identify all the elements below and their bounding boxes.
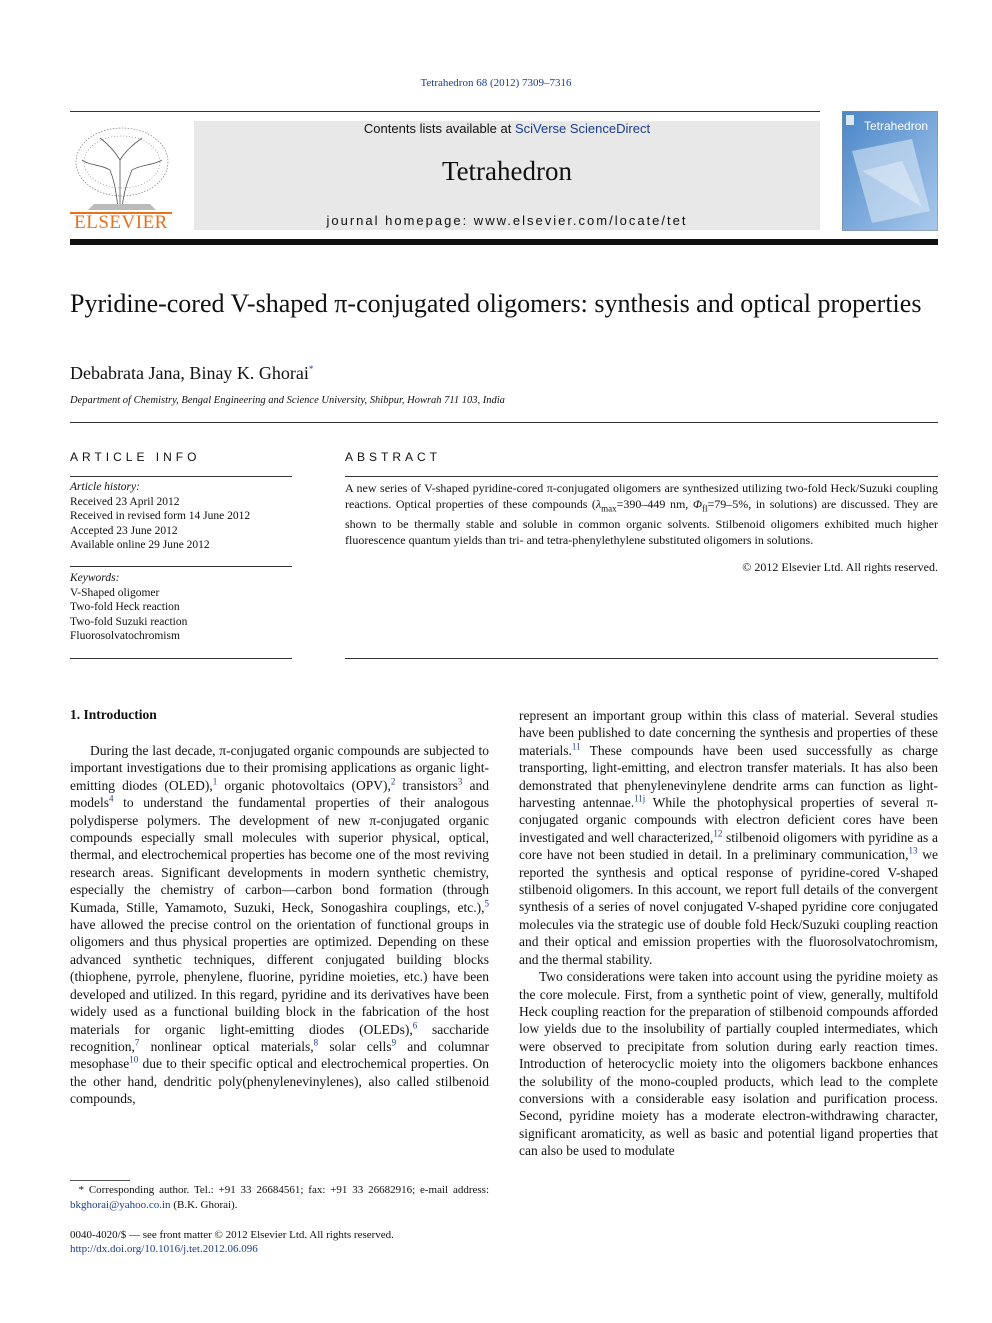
body-text: and columnar mesophase — [70, 1038, 489, 1072]
citation-ref[interactable]: 6 — [412, 1020, 418, 1030]
citation-ref[interactable]: 12 — [713, 828, 723, 839]
journal-homepage[interactable]: journal homepage: www.elsevier.com/locate/tet — [326, 213, 688, 228]
doi-link[interactable]: http://dx.doi.org/10.1016/j.tet.2012.06.096 — [70, 1243, 258, 1255]
citation-ref[interactable]: 4 — [109, 793, 114, 804]
body-text: have allowed the precise control on the orientation of functional groups in oligomers and thus physical properties are optimized. Depending on these advanced synthetic techniques, different conjugated building blocks (thiophene, pyrrole, phenylene, fluorine, pyridine moieties, etc.) have been developed and utilized. In this regard, pyridine and its derivatives have been widely used as a functional building block in the fabrication of the host materials for organic light-emitting diodes (OLEDs), — [70, 917, 489, 1037]
citation-ref[interactable]: 2 — [390, 776, 396, 787]
journal-cover — [842, 111, 938, 231]
keywords — [70, 571, 292, 644]
article-info-heading: ARTICLE INFO — [70, 450, 201, 464]
citation-ref[interactable]: 3 — [457, 776, 463, 787]
citation-ref[interactable]: 9 — [391, 1037, 397, 1048]
keywords-label: Keywords: — [70, 572, 120, 584]
footnote — [70, 1183, 489, 1213]
abstract-rule-top — [345, 476, 938, 477]
citation-ref[interactable]: 13 — [908, 845, 918, 856]
corresponding-author-mark[interactable]: * — [308, 364, 314, 374]
author-email-link[interactable]: bkghorai@yahoo.co.in — [70, 1199, 171, 1211]
history-label: Article history: — [70, 481, 140, 493]
body-text: During the last decade, π-conjugated organic compounds are subjected to important investigations due to their promising applications as organic light-emitting diodes (OLED), — [70, 743, 489, 793]
author-list — [70, 363, 313, 384]
history-item: Available online 29 June 2012 — [70, 539, 210, 551]
contents-line — [194, 121, 820, 136]
body-text: These compounds have been used successfully as charge transporting, light-emitting, and electron transfer materials. It has also been demonstrated that phenylenevinylene dendrite arms can function as light-harvesting antennae. — [519, 742, 938, 811]
article-title: Pyridine-cored V-shaped π-conjugated oligomers: synthesis and optical properties — [70, 289, 922, 318]
journal-citation[interactable]: Tetrahedron 68 (2012) 7309–7316 — [420, 77, 572, 89]
authors: Debabrata Jana, Binay K. Ghorai — [70, 363, 309, 383]
issn-line: 0040-4020/$ — see front matter © 2012 Elsevier Ltd. All rights reserved. — [70, 1229, 394, 1241]
abstract-copyright: © 2012 Elsevier Ltd. All rights reserved. — [742, 560, 938, 574]
citation-ref[interactable]: 11j — [634, 793, 646, 804]
body-text: solar cells — [318, 1038, 392, 1054]
body-text: we reported the synthesis and optical response of pyridine-cored V-shaped stilbenoid oligomers. In this account, we report full details of the convergent synthesis of a series of novel conjugated V-shaped pyridine core conjugated molecules via the strategic use of double fold Heck/Suzuki coupling reaction and their optical and emission properties with the fluorosolvatochromism, and the thermal stability. — [519, 847, 938, 967]
history-item: Accepted 23 June 2012 — [70, 524, 178, 537]
citation-ref[interactable]: 8 — [313, 1037, 319, 1048]
citation-ref[interactable]: 5 — [484, 898, 489, 909]
lambda-subscript: max — [601, 503, 617, 514]
contents-prefix: Contents lists available at — [363, 121, 515, 136]
abstract-part: =390–449 nm, — [616, 497, 693, 511]
body-text: nonlinear optical materials, — [139, 1038, 314, 1054]
sciencedirect-link[interactable]: SciVerse ScienceDirect — [514, 121, 651, 136]
elsevier-logo — [70, 120, 172, 232]
body-text: and models — [70, 777, 489, 811]
body-text: transistors — [395, 777, 458, 793]
abstract-rule-bottom — [345, 658, 938, 659]
footnote-text: Corresponding author. Tel.: +91 33 26684561; fax: +91 33 26682916; e-mail address: — [84, 1184, 489, 1196]
info-rule-2 — [70, 566, 292, 567]
info-rule-3 — [70, 658, 292, 659]
citation-ref[interactable]: 11 — [571, 741, 581, 752]
body-text: to understand the fundamental properties of their analogous polydisperse polymers. The development of new π-conjugated organic compounds especially small molecules with superior physical, optical, thermal, and electrochemical properties has become one of the most reviving research areas. Significant developments in modern synthetic chemistry, especially the chemistry of carbon—carbon bond formation (through Kumada, Stille, Yamamoto, Suzuki, Heck, Sonogashira couplings, etc.), — [70, 795, 489, 915]
title-rule — [70, 422, 938, 423]
body-text: stilbenoid oligomers with pyridine as a core have not been studied in detail. In a preliminary communication, — [519, 829, 938, 863]
intro-paragraph-2: Two considerations were taken into account using the pyridine moiety as the core molecule. First, from a synthetic point of view, generally, multifold Heck coupling reaction for the preparation of stilbenoid compounds afforded low yields due to the insolubility of partially coupled intermediates, which were observed to precipitate from solution during early reaction times. Introduction of heterocyclic moiety into the oligomers backbone enhances the solubility of the mono-coupled products, which lead to the complete conversions with a considerable easy isolation and purification process. Second, pyridine moiety has a moderate electron-withdrawing character, significant aromaticity, as well as basic and potential ligand properties that can also be used to modulate — [519, 969, 938, 1159]
citation-ref[interactable]: 1 — [212, 776, 218, 787]
abstract-heading: ABSTRACT — [345, 450, 442, 464]
abstract-text — [345, 480, 938, 548]
affiliation: Department of Chemistry, Bengal Engineering and Science University, Shibpur, Howrah 711 103, India — [70, 395, 505, 406]
body-text: represent an important group within this class of material. Several studies have been published to date concerning the synthesis and properties of these materials. — [519, 708, 938, 758]
lambda-symbol: λ — [595, 497, 602, 511]
body-text: organic photovoltaics (OPV), — [217, 777, 391, 793]
journal-name: Tetrahedron — [441, 156, 573, 186]
keyword-item: V-Shaped oligomer — [70, 586, 160, 599]
citation-ref[interactable]: 10 — [129, 1054, 139, 1065]
section-heading-introduction: 1. Introduction — [70, 707, 157, 722]
info-rule-1 — [70, 476, 292, 477]
body-text: saccharide recognition, — [70, 1021, 489, 1054]
history-item: Received in revised form 14 June 2012 — [70, 510, 251, 522]
abstract-part: =79–5%, in solutions) are discussed. They are shown to be thermally stable and soluble in common organic solvents. Stilbenoid oligomers exhibited much higher fluorescence quantum yields than tri- and tetra-phenylethylene substituted oligomers in solutions. — [345, 497, 939, 548]
keyword-item: Two-fold Suzuki reaction — [70, 615, 188, 628]
history-item: Received 23 April 2012 — [70, 495, 180, 508]
keyword-item: Fluorosolvatochromism — [70, 630, 180, 642]
phi-subscript: fl — [702, 503, 708, 514]
keyword-item: Two-fold Heck reaction — [70, 601, 180, 613]
phi-symbol: Φ — [692, 497, 702, 511]
intro-left-column — [70, 742, 489, 1108]
footnote-mark: * — [78, 1184, 84, 1196]
intro-paragraph-1 — [70, 742, 489, 1108]
header-rule — [70, 111, 820, 112]
abstract-part: A new series of V-shaped pyridine-cored π-conjugated oligomers are synthesized utilizing two-fold Heck/Suzuki coupling reactions. Optical properties of these compounds ( — [345, 481, 938, 511]
body-text: due to their specific optical and electrochemical properties. On the other hand, dendritic poly(phenylenevinylenes), also called stilbenoid compounds, — [70, 1056, 489, 1107]
footnote-text-end: (B.K. Ghorai). — [170, 1199, 238, 1211]
cover-title: Tetrahedron — [864, 119, 929, 133]
body-text: While the photophysical properties of several π-conjugated organic compounds with electron deficient cores have been investigated and well characterized, — [519, 795, 938, 845]
intro-paragraph-1-continued — [519, 707, 938, 968]
elsevier-wordmark: ELSEVIER — [74, 212, 168, 233]
footnote-rule — [70, 1180, 130, 1181]
intro-right-column — [519, 707, 938, 1160]
citation-ref[interactable]: 7 — [134, 1037, 140, 1048]
header-thick-rule — [70, 239, 938, 245]
article-history — [70, 480, 292, 553]
